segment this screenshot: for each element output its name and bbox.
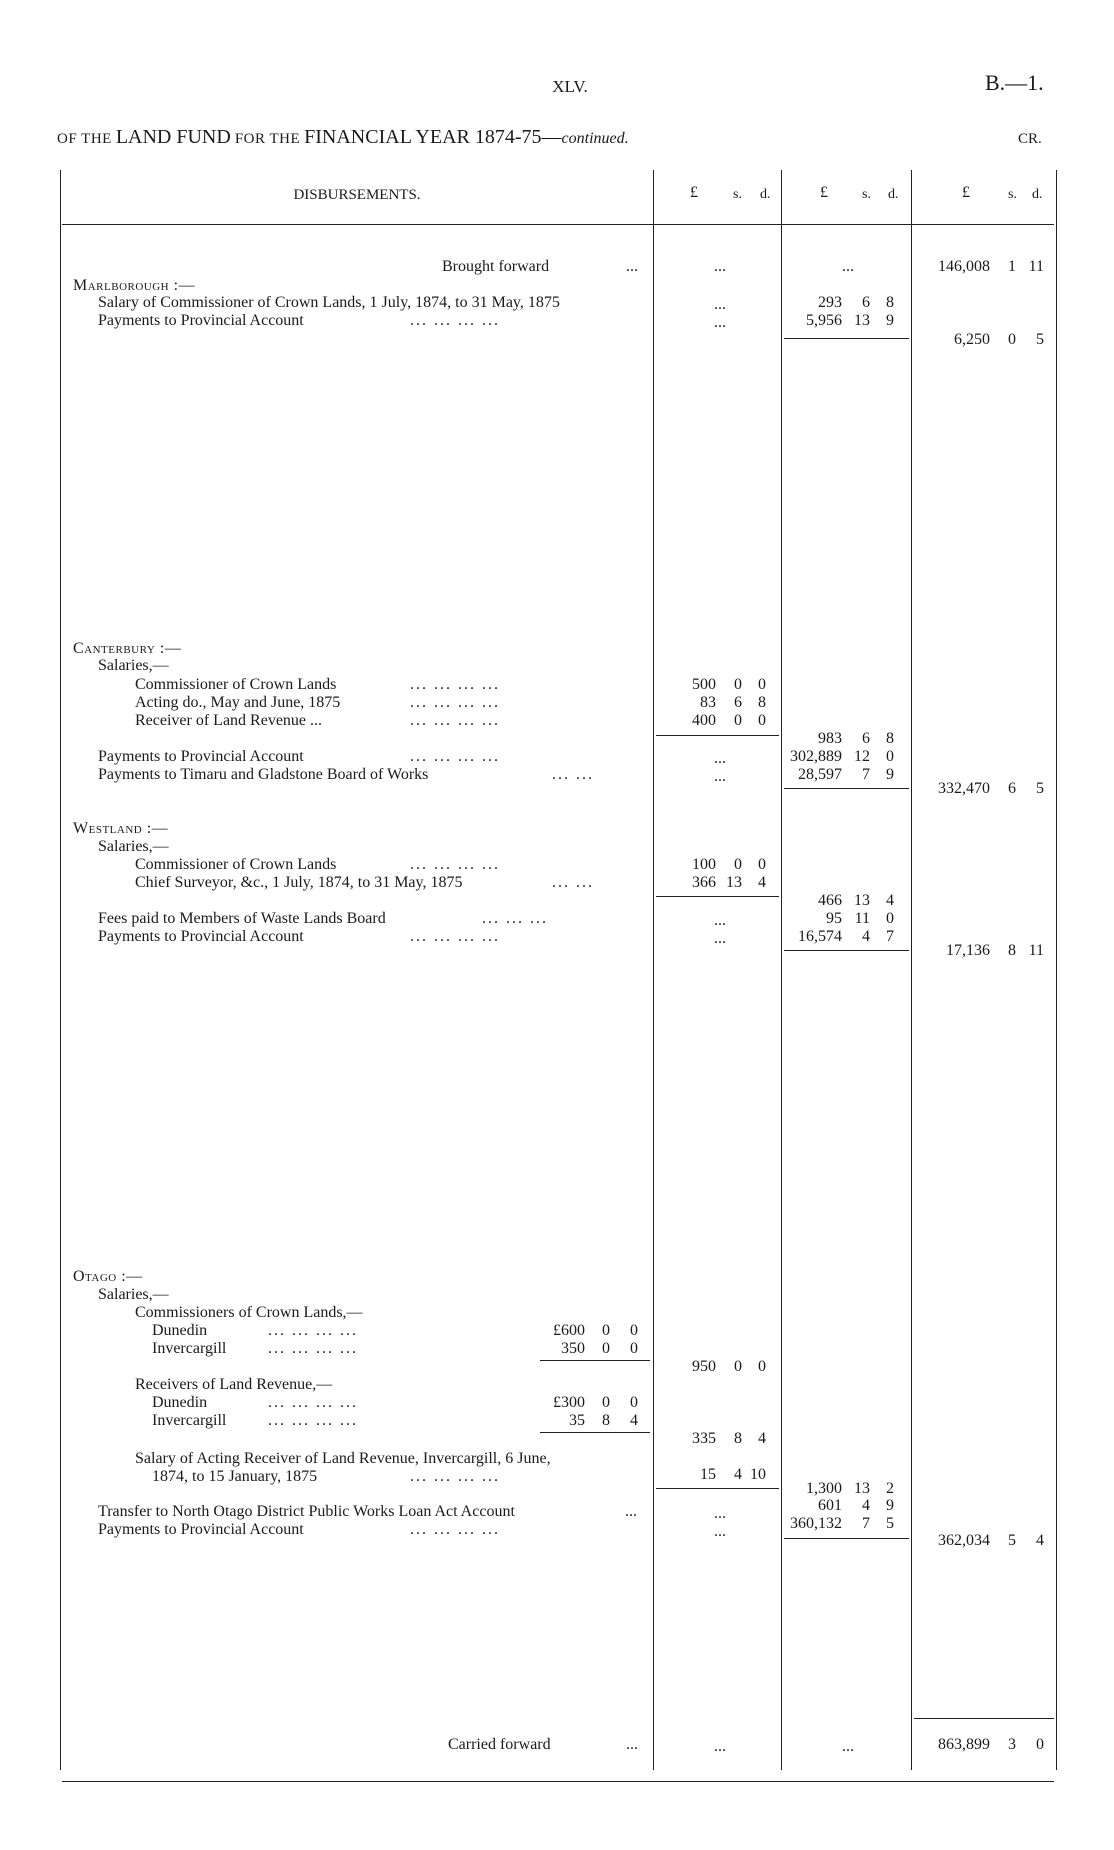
- westland-fees-pence: 0: [886, 910, 894, 927]
- otago-payments-col1: ...: [714, 1523, 726, 1540]
- westland-commissioner-shillings: 0: [734, 856, 742, 873]
- canterbury-acting-label: Acting do., May and June, 1875: [135, 694, 341, 711]
- marlborough-salary-pounds: 293: [818, 294, 842, 311]
- canterbury-timaru-pounds: 28,597: [798, 766, 842, 783]
- otago-payments-shillings: 7: [862, 1515, 870, 1532]
- canterbury-sum-rule: [784, 788, 909, 789]
- westland-surveyor-leader: ... ...: [552, 874, 594, 891]
- canterbury-payments-label: Payments to Provincial Account: [98, 748, 304, 765]
- canterbury-commissioner-pence: 0: [758, 676, 766, 693]
- canterbury-salaries-label: Salaries,—: [98, 657, 169, 674]
- otago-total-pence: 4: [1036, 1532, 1044, 1549]
- marlborough-total-pounds: 6,250: [954, 331, 990, 348]
- westland-sum-rule: [784, 950, 909, 951]
- col3-s-header: s.: [1008, 187, 1017, 202]
- canterbury-acting-shillings: 6: [734, 694, 742, 711]
- westland-heading: Westland :—: [73, 820, 169, 837]
- marlborough-payments-pounds: 5,956: [806, 312, 842, 329]
- westland-salaries-total-shillings: 13: [854, 892, 870, 909]
- otago-comm-invercargill-shillings: 0: [602, 1340, 610, 1357]
- otago-total-shillings: 5: [1008, 1532, 1016, 1549]
- otago-sum-rule: [784, 1538, 909, 1539]
- canterbury-total-shillings: 6: [1008, 780, 1016, 797]
- carried-forward-col1: ...: [714, 1738, 726, 1755]
- otago-transfer-label: Transfer to North Otago District Public Works Loan Act Account: [98, 1503, 515, 1520]
- otago-comm-dunedin-pence: 0: [630, 1322, 638, 1339]
- brought-forward-col1: ...: [714, 258, 726, 275]
- header-rule: [62, 224, 1054, 225]
- otago-recv-rule: [540, 1432, 650, 1433]
- page-number: XLV.: [552, 77, 588, 96]
- col1-d-header: d.: [760, 187, 771, 202]
- westland-fees-pounds: 95: [826, 910, 842, 927]
- canterbury-receiver-label: Receiver of Land Revenue ...: [135, 712, 323, 729]
- westland-salaries-total-pence: 4: [886, 892, 894, 909]
- col3-pound-header: £: [962, 184, 970, 201]
- otago-transfer-leader: ...: [625, 1503, 637, 1520]
- canterbury-salaries-total-shillings: 6: [862, 730, 870, 747]
- otago-comm-invercargill-pence: 0: [630, 1340, 638, 1357]
- canterbury-timaru-leader: ... ...: [552, 766, 594, 783]
- otago-acting-label-line2: 1874, to 15 January, 1875: [152, 1468, 318, 1485]
- otago-transfer-col1: ...: [714, 1505, 726, 1522]
- table-right-rule: [1056, 170, 1057, 1770]
- otago-salaries-total-shillings: 13: [854, 1480, 870, 1497]
- carried-forward-pence: 0: [1036, 1736, 1044, 1753]
- otago-salaries-label: Salaries,—: [98, 1286, 169, 1303]
- marlborough-heading: Marlborough :—: [73, 277, 196, 294]
- otago-heading: Otago :—: [73, 1268, 143, 1285]
- carried-forward-rule: [914, 1718, 1054, 1719]
- otago-payments-label: Payments to Provincial Account: [98, 1521, 304, 1538]
- westland-salaries-rule: [656, 896, 779, 897]
- canterbury-acting-leader: ... ... ... ...: [410, 694, 500, 711]
- marlborough-payments-shillings: 13: [854, 312, 870, 329]
- credit-side-label: CR.: [1018, 131, 1042, 147]
- otago-comm-total-shillings: 0: [734, 1358, 742, 1375]
- carried-forward-label: Carried forward: [448, 1736, 551, 1753]
- canterbury-total-pence: 5: [1036, 780, 1044, 797]
- marlborough-salary-pence: 8: [886, 294, 894, 311]
- otago-comm-invercargill-label: Invercargill: [152, 1340, 227, 1357]
- marlborough-payments-leader: ... ... ... ...: [410, 312, 500, 329]
- otago-commissioners-label: Commissioners of Crown Lands,—: [135, 1304, 363, 1321]
- westland-fees-col1: ...: [714, 912, 726, 929]
- brought-forward-label: Brought forward: [442, 258, 550, 275]
- westland-total-shillings: 8: [1008, 942, 1016, 959]
- westland-surveyor-shillings: 13: [726, 874, 742, 891]
- otago-receivers-label: Receivers of Land Revenue,—: [135, 1376, 333, 1393]
- otago-comm-dunedin-label: Dunedin: [152, 1322, 208, 1339]
- otago-payments-leader: ... ... ... ...: [410, 1521, 500, 1538]
- otago-recv-total-pence: 4: [758, 1430, 766, 1447]
- table-bottom-rule: [62, 1781, 1054, 1782]
- otago-payments-pounds: 360,132: [790, 1515, 842, 1532]
- brought-forward-pounds: 146,008: [938, 258, 990, 275]
- canterbury-timaru-shillings: 7: [862, 766, 870, 783]
- brought-forward-col2: ...: [842, 258, 854, 275]
- otago-recv-dunedin-label: Dunedin: [152, 1394, 208, 1411]
- westland-payments-pence: 7: [886, 928, 894, 945]
- otago-comm-total-pounds: 950: [692, 1358, 716, 1375]
- canterbury-commissioner-leader: ... ... ... ...: [410, 676, 500, 693]
- westland-salaries-label: Salaries,—: [98, 838, 169, 855]
- otago-recv-total-shillings: 8: [734, 1430, 742, 1447]
- otago-acting-shillings: 4: [734, 1466, 742, 1483]
- canterbury-salaries-total-pounds: 983: [818, 730, 842, 747]
- otago-comm-invercargill-leader: ... ... ... ...: [268, 1340, 358, 1357]
- otago-acting-label-line1: Salary of Acting Receiver of Land Revenue, Invercargill, 6 June,: [135, 1450, 551, 1467]
- otago-recv-total-pounds: 335: [692, 1430, 716, 1447]
- westland-total-pounds: 17,136: [946, 942, 990, 959]
- otago-comm-rule: [540, 1360, 650, 1361]
- westland-fees-shillings: 11: [854, 910, 870, 927]
- canterbury-receiver-leader: ... ... ... ...: [410, 712, 500, 729]
- otago-acting-leader: ... ... ... ...: [410, 1468, 500, 1485]
- col3-d-header: d.: [1032, 187, 1043, 202]
- canterbury-commissioner-label: Commissioner of Crown Lands: [135, 676, 337, 693]
- canterbury-acting-pounds: 83: [700, 694, 716, 711]
- westland-surveyor-label: Chief Surveyor, &c., 1 July, 1874, to 31 May, 1875: [135, 874, 463, 891]
- canterbury-salaries-rule: [656, 735, 779, 736]
- otago-recv-dunedin-pence: 0: [630, 1394, 638, 1411]
- page-title: OF THE LAND FUND FOR THE FINANCIAL YEAR 1874-75—continued.: [57, 126, 629, 148]
- canterbury-receiver-shillings: 0: [734, 712, 742, 729]
- westland-commissioner-pounds: 100: [692, 856, 716, 873]
- otago-salaries-total-pounds: 1,300: [806, 1480, 842, 1497]
- otago-payments-pence: 5: [886, 1515, 894, 1532]
- marlborough-total-shillings: 0: [1008, 331, 1016, 348]
- table-left-rule: [60, 170, 61, 1770]
- col1-pound-header: £: [690, 184, 698, 201]
- canterbury-heading: Canterbury :—: [73, 640, 182, 657]
- otago-transfer-shillings: 4: [862, 1497, 870, 1514]
- otago-acting-pounds: 15: [700, 1466, 716, 1483]
- canterbury-timaru-label: Payments to Timaru and Gladstone Board of Works: [98, 766, 429, 783]
- westland-payments-col1: ...: [714, 930, 726, 947]
- westland-commissioner-pence: 0: [758, 856, 766, 873]
- brought-forward-shillings: 1: [1008, 258, 1016, 275]
- westland-surveyor-pounds: 366: [692, 874, 716, 891]
- marlborough-salary-label: Salary of Commissioner of Crown Lands, 1 July, 1874, to 31 May, 1875: [98, 294, 560, 311]
- otago-recv-invercargill-leader: ... ... ... ...: [268, 1412, 358, 1429]
- carried-forward-pounds: 863,899: [938, 1736, 990, 1753]
- column-rule-3: [911, 170, 912, 1770]
- marlborough-total-pence: 5: [1036, 331, 1044, 348]
- otago-recv-invercargill-pence: 4: [630, 1412, 638, 1429]
- col2-d-header: d.: [888, 187, 899, 202]
- otago-recv-dunedin-leader: ... ... ... ...: [268, 1394, 358, 1411]
- carried-forward-col2: ...: [842, 1738, 854, 1755]
- otago-recv-invercargill-pounds: 35: [569, 1412, 585, 1429]
- brought-forward-pence: 11: [1028, 258, 1044, 275]
- canterbury-commissioner-shillings: 0: [734, 676, 742, 693]
- marlborough-salary-shillings: 6: [862, 294, 870, 311]
- canterbury-salaries-total-pence: 8: [886, 730, 894, 747]
- westland-payments-pounds: 16,574: [798, 928, 842, 945]
- westland-salaries-total-pounds: 466: [818, 892, 842, 909]
- document-reference: B.—1.: [985, 70, 1044, 95]
- disbursements-header: DISBURSEMENTS.: [293, 187, 421, 203]
- canterbury-receiver-pence: 0: [758, 712, 766, 729]
- canterbury-receiver-pounds: 400: [692, 712, 716, 729]
- otago-recv-dunedin-pounds: £300: [553, 1394, 585, 1411]
- otago-comm-dunedin-leader: ... ... ... ...: [268, 1322, 358, 1339]
- marlborough-salary-col1: ...: [714, 296, 726, 313]
- col1-s-header: s.: [733, 187, 742, 202]
- canterbury-payments-pence: 0: [886, 748, 894, 765]
- westland-surveyor-pence: 4: [758, 874, 766, 891]
- otago-comm-dunedin-pounds: £600: [553, 1322, 585, 1339]
- col2-pound-header: £: [820, 184, 828, 201]
- brought-forward-leader: ...: [626, 258, 638, 275]
- otago-comm-invercargill-pounds: 350: [561, 1340, 585, 1357]
- col2-s-header: s.: [862, 187, 871, 202]
- westland-commissioner-label: Commissioner of Crown Lands: [135, 856, 337, 873]
- column-rule-1: [653, 170, 654, 1770]
- otago-comm-dunedin-shillings: 0: [602, 1322, 610, 1339]
- westland-payments-leader: ... ... ... ...: [410, 928, 500, 945]
- otago-recv-dunedin-shillings: 0: [602, 1394, 610, 1411]
- marlborough-payments-pence: 9: [886, 312, 894, 329]
- carried-forward-leader: ...: [626, 1736, 638, 1753]
- westland-commissioner-leader: ... ... ... ...: [410, 856, 500, 873]
- otago-recv-invercargill-shillings: 8: [602, 1412, 610, 1429]
- otago-recv-invercargill-label: Invercargill: [152, 1412, 227, 1429]
- canterbury-payments-leader: ... ... ... ...: [410, 748, 500, 765]
- otago-acting-pence: 10: [750, 1466, 766, 1483]
- otago-total-pounds: 362,034: [938, 1532, 990, 1549]
- carried-forward-shillings: 3: [1008, 1736, 1016, 1753]
- otago-comm-total-pence: 0: [758, 1358, 766, 1375]
- otago-transfer-pence: 9: [886, 1497, 894, 1514]
- canterbury-payments-shillings: 12: [854, 748, 870, 765]
- canterbury-commissioner-pounds: 500: [692, 676, 716, 693]
- canterbury-acting-pence: 8: [758, 694, 766, 711]
- westland-total-pence: 11: [1028, 942, 1044, 959]
- westland-payments-shillings: 4: [862, 928, 870, 945]
- otago-transfer-pounds: 601: [818, 1497, 842, 1514]
- marlborough-sum-rule: [784, 338, 909, 339]
- otago-salaries-total-pence: 2: [886, 1480, 894, 1497]
- westland-fees-label: Fees paid to Members of Waste Lands Board: [98, 910, 386, 927]
- westland-payments-label: Payments to Provincial Account: [98, 928, 304, 945]
- canterbury-total-pounds: 332,470: [938, 780, 990, 797]
- canterbury-payments-col1: ...: [714, 750, 726, 767]
- otago-salaries-rule: [656, 1488, 779, 1489]
- westland-fees-leader: ... ... ...: [482, 910, 548, 927]
- canterbury-timaru-pence: 9: [886, 766, 894, 783]
- canterbury-timaru-col1: ...: [714, 768, 726, 785]
- marlborough-payments-label: Payments to Provincial Account: [98, 312, 304, 329]
- marlborough-payments-col1: ...: [714, 314, 726, 331]
- canterbury-payments-pounds: 302,889: [790, 748, 842, 765]
